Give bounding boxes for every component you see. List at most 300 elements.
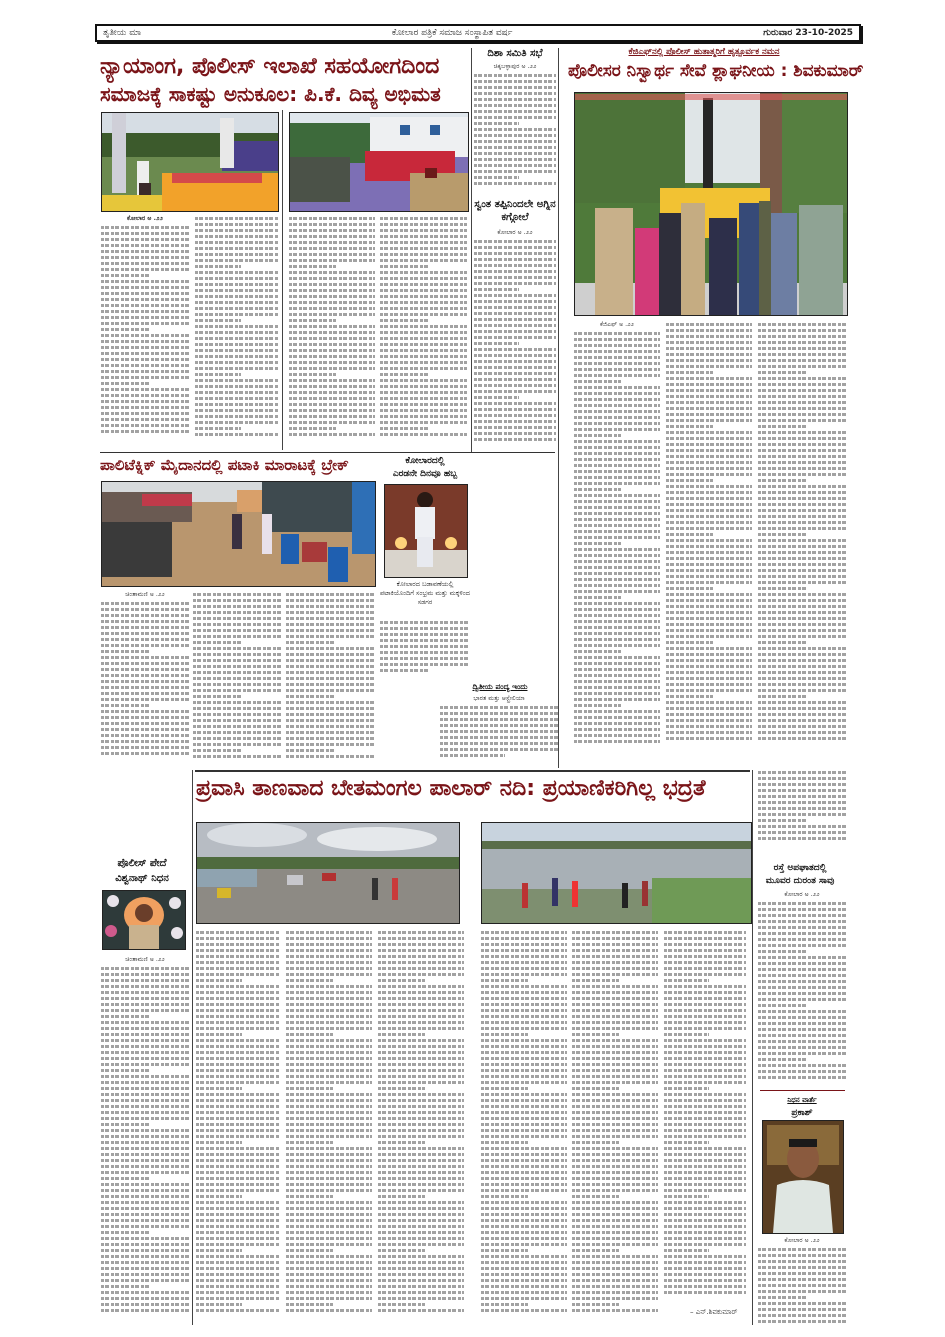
text-line — [196, 943, 280, 946]
text-line — [378, 1051, 464, 1054]
text-line — [286, 1279, 372, 1282]
text-line — [572, 1057, 658, 1060]
test-match-dateline: ಭಾರತ ಮತ್ತು ಆಸ್ಟ್ರೇಲಿಯಾ — [473, 695, 525, 702]
text-line — [380, 295, 467, 298]
palar-photo-1 — [196, 822, 460, 924]
text-line — [286, 713, 374, 716]
text-line — [758, 449, 846, 452]
text-line — [758, 461, 846, 464]
text-line — [378, 1207, 464, 1210]
text-line — [378, 1309, 464, 1312]
text-line — [289, 301, 375, 304]
text-line — [378, 1195, 425, 1198]
text-line — [196, 1147, 280, 1150]
text-line — [289, 433, 375, 436]
text-line — [101, 1075, 189, 1078]
text-line — [666, 587, 713, 590]
text-line — [574, 686, 660, 689]
text-line — [758, 599, 846, 602]
text-line — [286, 1135, 372, 1138]
text-line — [666, 719, 752, 722]
text-line — [380, 235, 467, 238]
text-line — [758, 932, 846, 935]
text-line — [101, 728, 189, 731]
text-line — [664, 1159, 746, 1162]
text-line — [101, 985, 189, 988]
text-line — [664, 1213, 746, 1216]
text-line — [101, 734, 189, 737]
text-line — [101, 1195, 189, 1198]
text-line — [572, 943, 658, 946]
text-line — [101, 376, 189, 379]
text-line — [289, 409, 375, 412]
text-line — [193, 719, 281, 722]
text-line — [474, 288, 519, 291]
text-line — [378, 1021, 464, 1024]
text-line — [572, 1069, 658, 1072]
text-line — [574, 698, 660, 701]
text-line — [666, 683, 752, 686]
lead-headline-line1: ನ್ಯಾಯಾಂಗ, ಪೊಲೀಸ್ ಇಲಾಖೆ ಸಹಯೋಗದಿಂದ — [100, 54, 440, 79]
polytechnic-body-col2 — [193, 590, 281, 765]
text-line — [474, 402, 556, 405]
text-line — [758, 783, 846, 786]
text-line — [289, 253, 375, 256]
text-line — [572, 1153, 658, 1156]
text-line — [666, 341, 752, 344]
text-line — [474, 438, 556, 441]
text-line — [195, 259, 279, 262]
text-line — [666, 419, 752, 422]
text-line — [378, 1135, 464, 1138]
text-line — [664, 1045, 746, 1048]
text-line — [666, 323, 752, 326]
text-line — [574, 434, 621, 437]
text-line — [195, 289, 279, 292]
text-line — [380, 421, 467, 424]
text-line — [758, 1058, 806, 1061]
text-line — [572, 1105, 658, 1108]
text-line — [481, 973, 567, 976]
text-line — [474, 164, 556, 167]
text-line — [193, 611, 281, 614]
text-line — [286, 755, 374, 758]
text-line — [481, 949, 567, 952]
text-line — [196, 1129, 280, 1132]
text-line — [666, 527, 752, 530]
text-line — [758, 347, 846, 350]
text-line — [572, 1033, 619, 1036]
text-line — [378, 1015, 464, 1018]
text-line — [289, 427, 336, 430]
text-line — [378, 961, 464, 964]
text-line — [101, 1279, 189, 1282]
text-line — [666, 401, 752, 404]
text-line — [101, 674, 189, 677]
polytechnic-body-col1 — [101, 590, 189, 765]
text-line — [380, 645, 470, 648]
text-line — [289, 415, 375, 418]
text-line — [574, 662, 660, 665]
text-line — [666, 365, 752, 368]
text-line — [286, 937, 372, 940]
text-line — [380, 289, 467, 292]
text-line — [101, 358, 189, 361]
text-line — [196, 1213, 280, 1216]
text-line — [193, 665, 281, 668]
text-line — [572, 1249, 619, 1252]
text-line — [574, 458, 660, 461]
text-line — [195, 319, 241, 322]
text-line — [286, 1201, 372, 1204]
text-line — [758, 401, 846, 404]
text-line — [574, 524, 660, 527]
text-line — [196, 985, 280, 988]
text-line — [758, 455, 846, 458]
text-line — [758, 539, 846, 542]
police-memorial-body-continued — [758, 768, 846, 848]
text-line — [101, 238, 189, 241]
text-line — [380, 349, 467, 352]
text-line — [664, 1243, 746, 1246]
text-line — [286, 599, 374, 602]
text-line — [286, 653, 374, 656]
text-line — [474, 318, 556, 321]
section-divider — [100, 452, 555, 453]
text-line — [193, 617, 281, 620]
text-line — [380, 433, 467, 436]
text-line — [289, 349, 375, 352]
text-line — [758, 665, 846, 668]
text-line — [758, 359, 846, 362]
text-line — [664, 1021, 746, 1024]
text-line — [193, 737, 281, 740]
text-line — [101, 364, 189, 367]
text-line — [474, 432, 556, 435]
text-line — [758, 920, 846, 923]
text-line — [196, 955, 280, 958]
text-line — [664, 1129, 746, 1132]
text-line — [758, 1004, 806, 1007]
text-line — [758, 980, 846, 983]
text-line — [758, 473, 846, 476]
text-line — [474, 366, 556, 369]
text-line — [574, 440, 660, 443]
text-line — [196, 1057, 280, 1060]
text-line — [380, 229, 467, 232]
text-line — [758, 515, 846, 518]
text-line — [286, 1273, 372, 1276]
text-line — [196, 1261, 280, 1264]
text-line — [664, 955, 746, 958]
text-line — [195, 403, 279, 406]
text-line — [666, 329, 752, 332]
text-line — [286, 1177, 372, 1180]
text-line — [196, 1165, 280, 1168]
text-line — [758, 950, 806, 953]
text-line — [286, 1045, 372, 1048]
text-line — [758, 647, 846, 650]
text-line — [380, 355, 467, 358]
text-line — [758, 521, 846, 524]
text-line — [572, 1129, 658, 1132]
text-line — [378, 1159, 464, 1162]
text-line — [286, 611, 374, 614]
text-line — [758, 902, 846, 905]
text-line — [196, 937, 280, 940]
text-line — [574, 404, 660, 407]
text-line — [286, 671, 374, 674]
text-line — [664, 1033, 709, 1036]
text-line — [101, 280, 189, 283]
text-line — [101, 382, 149, 385]
text-line — [574, 734, 660, 737]
text-line — [196, 991, 280, 994]
text-line — [196, 1105, 280, 1108]
text-line — [378, 1093, 464, 1096]
text-line — [664, 973, 746, 976]
text-line — [758, 825, 846, 828]
police-memorial-body-col2 — [666, 320, 752, 760]
text-line — [481, 991, 567, 994]
text-line — [289, 241, 375, 244]
text-line — [481, 1273, 567, 1276]
text-line — [101, 1003, 189, 1006]
text-line — [666, 533, 713, 536]
text-line — [101, 1087, 189, 1090]
text-line — [289, 223, 375, 226]
text-line — [286, 967, 372, 970]
text-line — [574, 650, 621, 653]
text-line — [574, 488, 621, 491]
palar-body-col6 — [664, 928, 746, 1308]
text-line — [758, 509, 846, 512]
text-line — [666, 431, 752, 434]
text-line — [572, 973, 658, 976]
text-line — [481, 1075, 567, 1078]
text-line — [664, 1249, 709, 1252]
text-line — [664, 1219, 746, 1222]
text-line — [758, 563, 846, 566]
text-line — [481, 1261, 567, 1264]
text-line — [286, 1219, 372, 1222]
text-line — [474, 396, 519, 399]
text-line — [380, 657, 470, 660]
text-line — [572, 1291, 658, 1294]
text-line — [101, 1123, 149, 1126]
text-line — [758, 335, 846, 338]
text-line — [574, 638, 660, 641]
text-line — [378, 1261, 464, 1264]
text-line — [378, 991, 464, 994]
text-line — [664, 991, 746, 994]
text-line — [758, 413, 846, 416]
police-parade-salute-photo — [290, 113, 468, 211]
text-line — [440, 706, 558, 709]
text-line — [474, 330, 556, 333]
text-line — [758, 1040, 846, 1043]
lead-dateline: ಕೋಲಾರ ಅ .೨೨ — [127, 215, 163, 222]
text-line — [574, 500, 660, 503]
text-line — [666, 623, 752, 626]
text-line — [286, 931, 372, 934]
text-line — [378, 1045, 464, 1048]
text-line — [481, 1189, 567, 1192]
text-line — [196, 1183, 280, 1186]
text-line — [193, 629, 281, 632]
text-line — [193, 653, 281, 656]
palar-headline: ಪ್ರವಾಸಿ ತಾಣವಾದ ಬೇತಮಂಗಲ ಪಾಲಾರ್ ನದಿ: ಪ್ರಯಾಣಿಕರಿಗಿಲ್ಲ ಭದ್ರತೆ — [196, 776, 706, 801]
text-line — [666, 617, 752, 620]
text-line — [666, 461, 752, 464]
text-line — [574, 350, 660, 353]
text-line — [440, 718, 558, 721]
text-line — [101, 1261, 189, 1264]
text-line — [378, 979, 425, 982]
text-line — [666, 347, 752, 350]
text-line — [101, 1285, 149, 1288]
text-line — [289, 361, 375, 364]
text-line — [380, 627, 470, 630]
text-line — [666, 629, 752, 632]
text-line — [101, 1225, 189, 1228]
text-line — [474, 146, 556, 149]
text-line — [378, 1123, 464, 1126]
text-line — [758, 503, 846, 506]
text-line — [758, 701, 846, 704]
text-line — [101, 973, 189, 976]
text-line — [196, 961, 280, 964]
text-line — [572, 991, 658, 994]
text-line — [666, 515, 752, 518]
text-line — [289, 331, 375, 334]
text-line — [101, 274, 149, 277]
text-line — [572, 1309, 658, 1312]
text-line — [474, 158, 556, 161]
text-line — [758, 1016, 846, 1019]
text-line — [193, 605, 281, 608]
text-line — [286, 985, 372, 988]
constable-portrait-with-flowers-photo — [103, 891, 185, 949]
text-line — [378, 985, 464, 988]
text-line — [101, 304, 189, 307]
text-line — [572, 1255, 658, 1258]
text-line — [196, 1243, 280, 1246]
text-line — [193, 725, 281, 728]
text-line — [664, 1285, 746, 1288]
text-line — [474, 122, 519, 125]
text-line — [286, 695, 334, 698]
obituary-prakash-dateline: ಕೋಲಾರ ಅ .೨೨ — [784, 1237, 820, 1244]
text-line — [289, 259, 375, 262]
text-line — [196, 1219, 280, 1222]
text-line — [286, 949, 372, 952]
text-line — [101, 1051, 189, 1054]
text-line — [195, 325, 279, 328]
text-line — [378, 1117, 464, 1120]
text-line — [195, 367, 279, 370]
text-line — [758, 605, 846, 608]
text-line — [474, 420, 556, 423]
text-line — [758, 695, 806, 698]
text-line — [758, 956, 846, 959]
text-line — [286, 629, 374, 632]
cracker-stalls-ground-photo — [102, 482, 375, 586]
text-line — [101, 1213, 189, 1216]
text-line — [666, 473, 752, 476]
obituary-police-body — [101, 955, 189, 1325]
text-line — [378, 1177, 464, 1180]
text-line — [758, 467, 846, 470]
text-line — [193, 599, 281, 602]
text-line — [481, 1039, 567, 1042]
text-line — [101, 746, 189, 749]
text-line — [572, 937, 658, 940]
text-line — [574, 626, 660, 629]
text-line — [289, 379, 375, 382]
text-line — [481, 1111, 567, 1114]
text-line — [193, 641, 241, 644]
text-line — [286, 1309, 372, 1312]
text-line — [664, 1171, 746, 1174]
text-line — [286, 1105, 372, 1108]
text-line — [574, 530, 660, 533]
text-line — [666, 563, 752, 566]
text-line — [574, 644, 660, 647]
text-line — [574, 548, 660, 551]
text-line — [481, 1045, 567, 1048]
text-line — [193, 635, 281, 638]
text-line — [474, 182, 556, 185]
text-line — [664, 961, 746, 964]
text-line — [378, 997, 464, 1000]
text-line — [286, 1039, 372, 1042]
text-line — [101, 1219, 189, 1222]
text-line — [474, 86, 556, 89]
text-line — [101, 632, 189, 635]
text-line — [664, 1255, 746, 1258]
text-line — [758, 1254, 846, 1257]
text-line — [286, 665, 374, 668]
text-line — [195, 295, 279, 298]
text-line — [440, 724, 558, 727]
text-line — [481, 1117, 567, 1120]
text-line — [481, 1003, 567, 1006]
column-divider — [558, 48, 559, 768]
text-line — [378, 937, 464, 940]
text-line — [378, 1297, 464, 1300]
text-line — [758, 689, 846, 692]
text-line — [289, 229, 375, 232]
text-line — [101, 394, 189, 397]
text-line — [758, 365, 846, 368]
text-line — [101, 638, 189, 641]
text-line — [666, 383, 752, 386]
text-line — [572, 1189, 658, 1192]
text-line — [195, 415, 279, 418]
text-line — [193, 713, 281, 716]
text-line — [286, 1291, 372, 1294]
text-line — [101, 1093, 189, 1096]
text-line — [572, 1111, 658, 1114]
text-line — [758, 353, 846, 356]
text-line — [378, 1189, 464, 1192]
text-line — [572, 949, 658, 952]
text-line — [666, 509, 752, 512]
text-line — [380, 415, 467, 418]
text-line — [196, 1303, 242, 1306]
text-line — [664, 997, 746, 1000]
